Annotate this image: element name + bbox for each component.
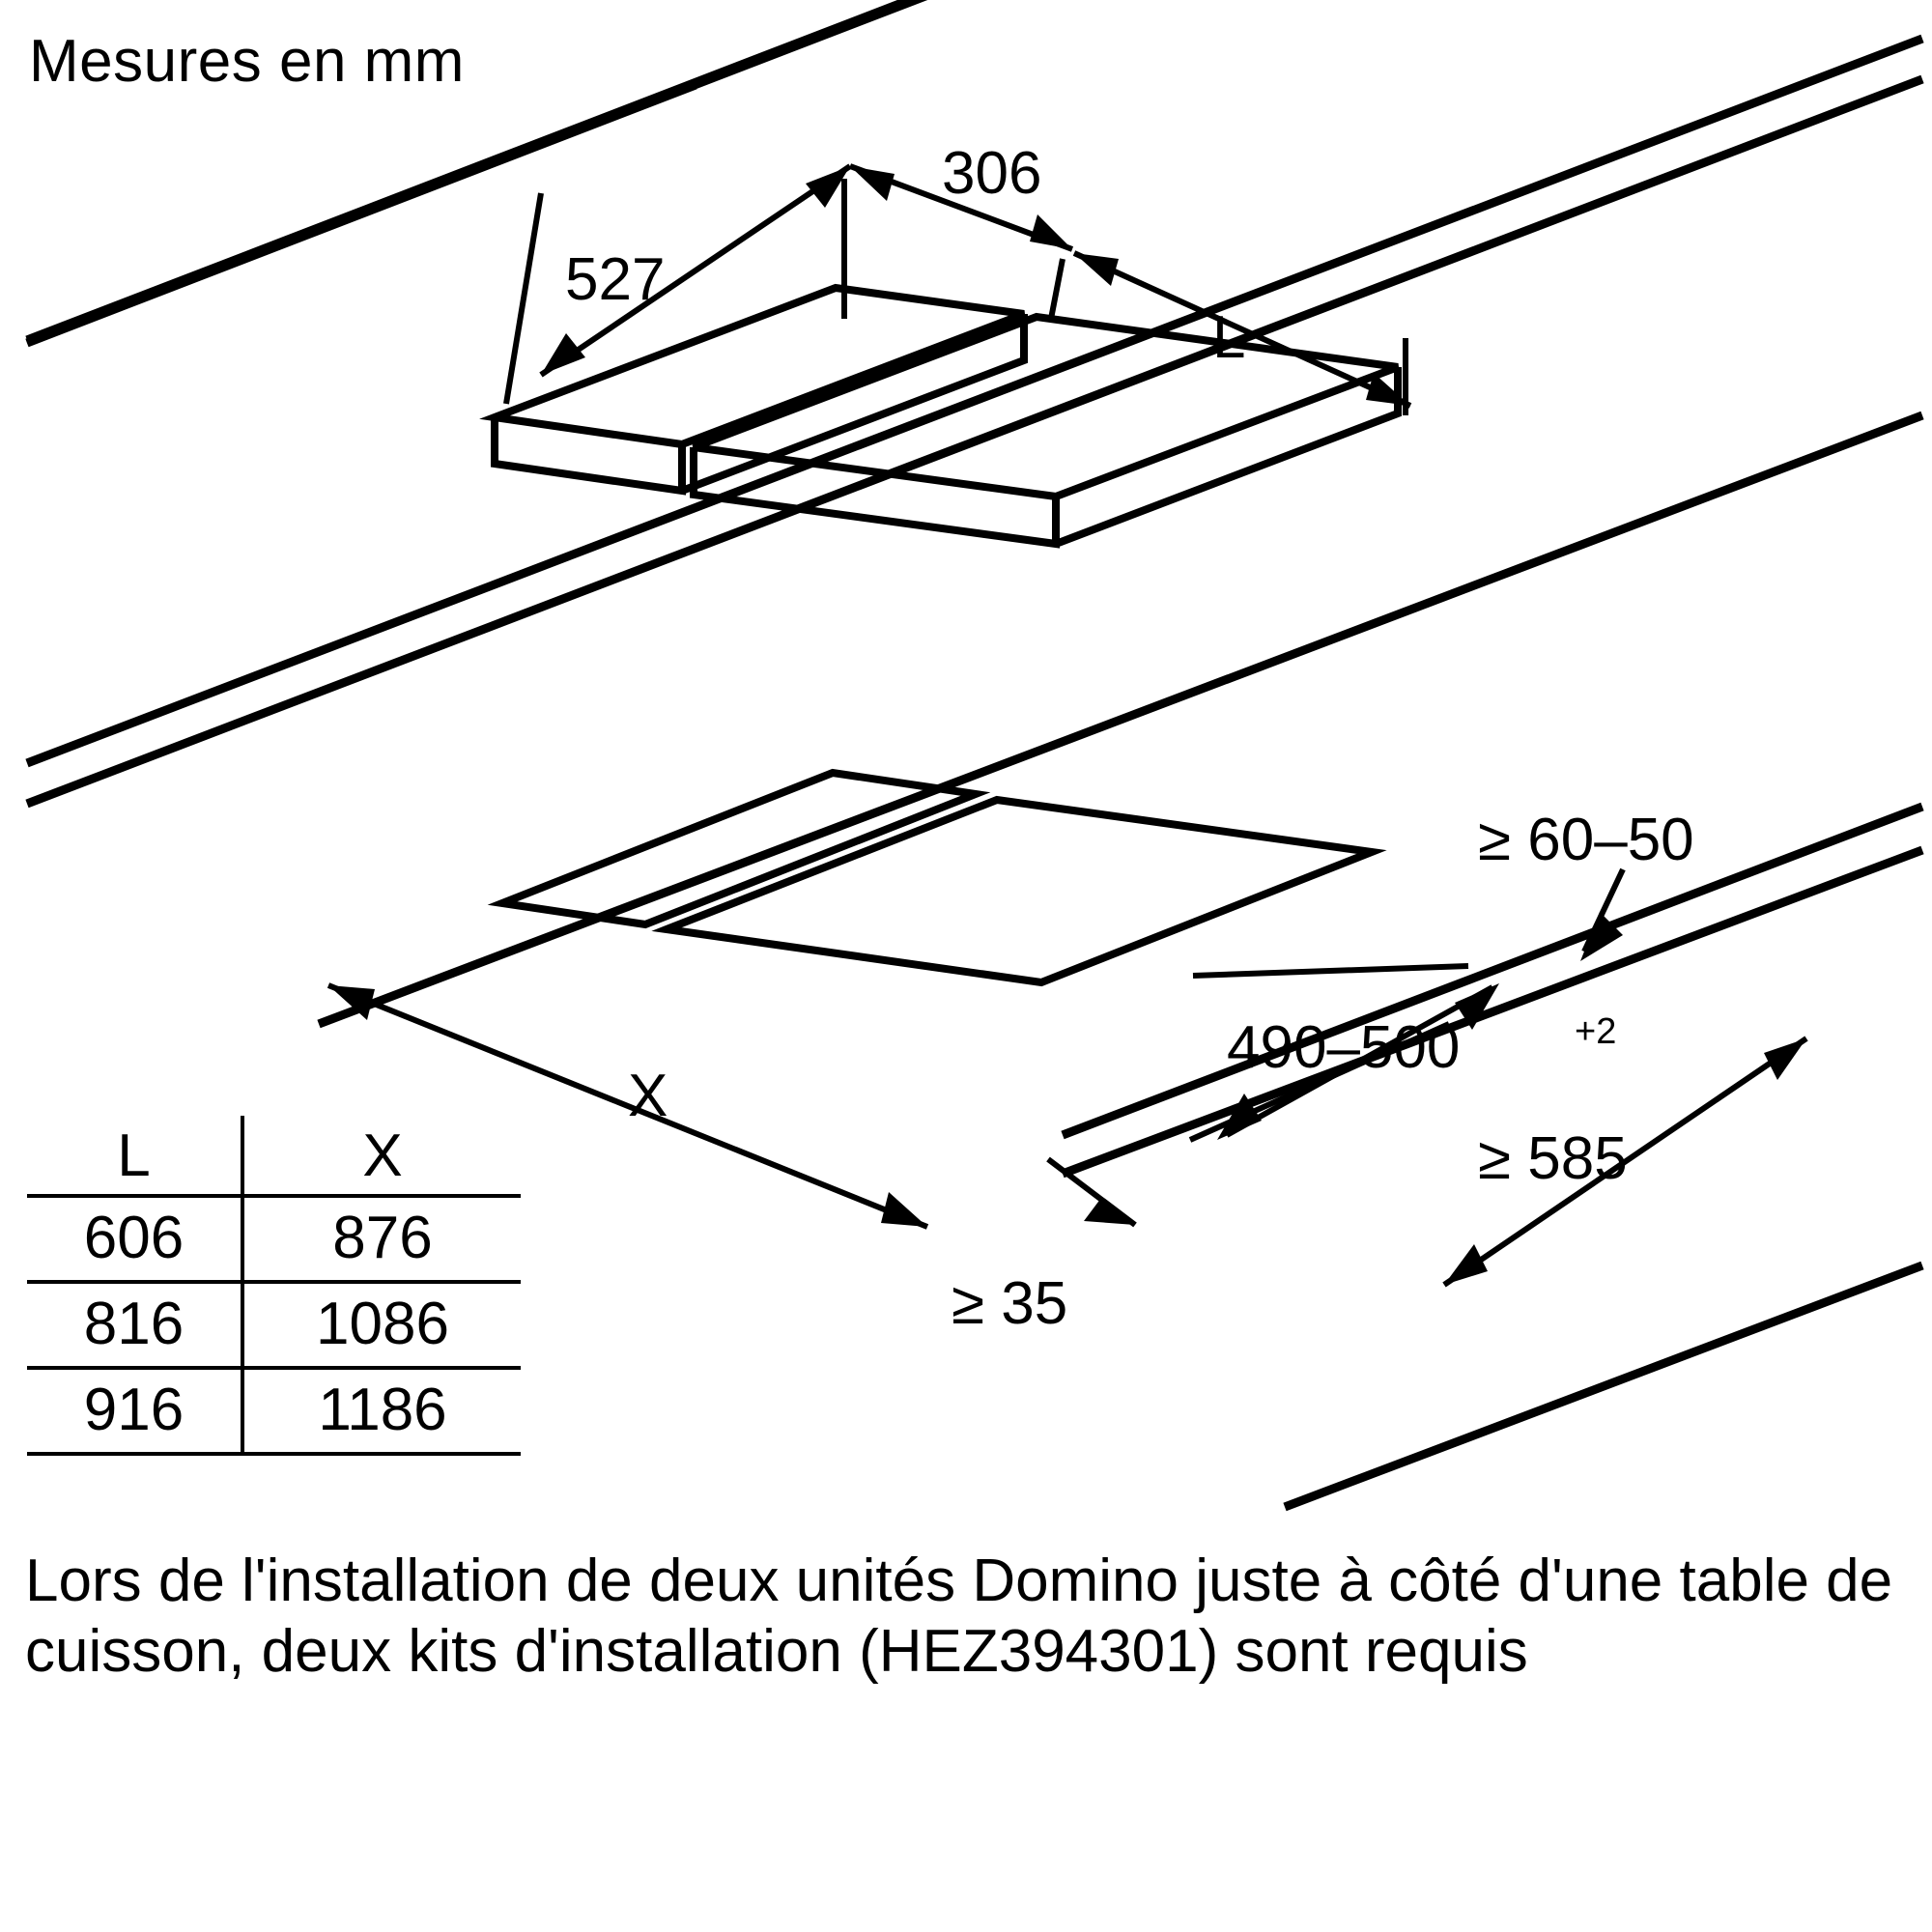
table-cell-l: 916 — [27, 1368, 242, 1454]
page-title: Mesures en mm — [29, 28, 465, 95]
dim-label-527: 527 — [565, 246, 666, 313]
dim-label-X: X — [628, 1063, 668, 1129]
table-cell-x: 876 — [242, 1196, 521, 1282]
dim-label-490-500: 490–500 — [1227, 1014, 1461, 1081]
dim-label-585: ≥ 585 — [1478, 1125, 1628, 1192]
table-cell-x: 1186 — [242, 1368, 521, 1454]
table-cell-l: 816 — [27, 1282, 242, 1368]
table-header-x: X — [242, 1116, 521, 1196]
dim-60-50 — [1580, 869, 1623, 961]
table-row — [27, 1196, 521, 1282]
table-cell-x: 1086 — [242, 1282, 521, 1368]
installation-note: Lors de l'installation de deux unités Domino juste à côté d'une table de cuisson, deux kits d'installation (HEZ394301) sont requis — [25, 1548, 1893, 1686]
worktop-cutout — [502, 773, 1372, 982]
dim-label-60-50: ≥ 60–50 — [1478, 807, 1694, 873]
dimension-table — [27, 1116, 521, 1456]
worktop-front-lines — [319, 415, 1922, 1507]
table-cell-l: 606 — [27, 1196, 242, 1282]
dim-label-490-500-tolerance: +2 — [1575, 1011, 1617, 1052]
dim-label-306: 306 — [942, 140, 1042, 207]
table-header-l: L — [27, 1116, 242, 1196]
table-row — [27, 1368, 521, 1454]
dim-35 — [1048, 1159, 1135, 1225]
table-row — [27, 1282, 521, 1368]
dim-label-35: ≥ 35 — [952, 1270, 1068, 1337]
dim-label-L: L — [1212, 304, 1246, 371]
